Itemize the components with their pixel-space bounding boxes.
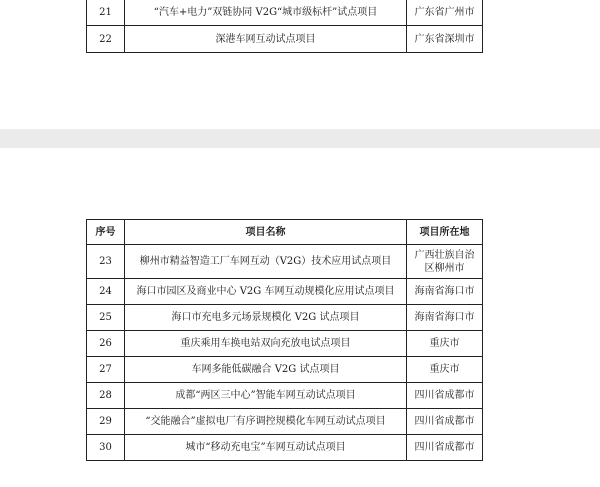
row-number: 26 — [87, 331, 125, 357]
table-row — [87, 383, 483, 409]
row-number: 24 — [87, 279, 125, 305]
table-row — [87, 435, 483, 461]
project-name: 城市“移动充电宝”车网互动试点项目 — [125, 435, 407, 461]
project-name: 深港车网互动试点项目 — [125, 26, 407, 53]
project-name: 海口市充电多元场景规模化 V2G 试点项目 — [125, 305, 407, 331]
table-row — [87, 357, 483, 383]
project-name: “汽车+电力”双链协同 V2G“城市级标杆”试点项目 — [125, 0, 407, 26]
table-row — [87, 331, 483, 357]
header-project-name: 项目名称 — [125, 220, 407, 245]
table-header-row — [87, 220, 483, 245]
project-location: 重庆市 — [407, 357, 483, 383]
document-page-1 — [0, 0, 600, 129]
row-number: 22 — [87, 26, 125, 53]
row-number: 25 — [87, 305, 125, 331]
project-name: 车网多能低碳融合 V2G 试点项目 — [125, 357, 407, 383]
document-page-2 — [0, 148, 600, 487]
project-location: 四川省成都市 — [407, 383, 483, 409]
table-row — [87, 0, 483, 26]
table-row — [87, 305, 483, 331]
project-table-continued — [86, 0, 483, 53]
project-location: 海南省海口市 — [407, 305, 483, 331]
row-number: 28 — [87, 383, 125, 409]
project-location: 重庆市 — [407, 331, 483, 357]
project-table — [86, 219, 483, 461]
row-number: 30 — [87, 435, 125, 461]
project-location: 四川省成都市 — [407, 409, 483, 435]
table-row — [87, 409, 483, 435]
project-name: “交能融合”虚拟电厂有序调控规模化车网互动试点项目 — [125, 409, 407, 435]
project-location: 海南省海口市 — [407, 279, 483, 305]
header-location: 项目所在地 — [407, 220, 483, 245]
row-number: 21 — [87, 0, 125, 26]
project-name: 海口市园区及商业中心 V2G 车网互动规模化应用试点项目 — [125, 279, 407, 305]
header-number: 序号 — [87, 220, 125, 245]
project-location: 广东省广州市 — [407, 0, 483, 26]
project-name: 柳州市精益智造工厂车网互动（V2G）技术应用试点项目 — [125, 245, 407, 279]
project-location: 广西壮族自治区柳州市 — [407, 245, 483, 279]
table-row — [87, 245, 483, 279]
project-location: 广东省深圳市 — [407, 26, 483, 53]
project-location: 四川省成都市 — [407, 435, 483, 461]
row-number: 29 — [87, 409, 125, 435]
row-number: 23 — [87, 245, 125, 279]
project-name: 成都“两区三中心”智能车网互动试点项目 — [125, 383, 407, 409]
project-name: 重庆乘用车换电站双向充放电试点项目 — [125, 331, 407, 357]
table-row — [87, 279, 483, 305]
table-row — [87, 26, 483, 53]
row-number: 27 — [87, 357, 125, 383]
